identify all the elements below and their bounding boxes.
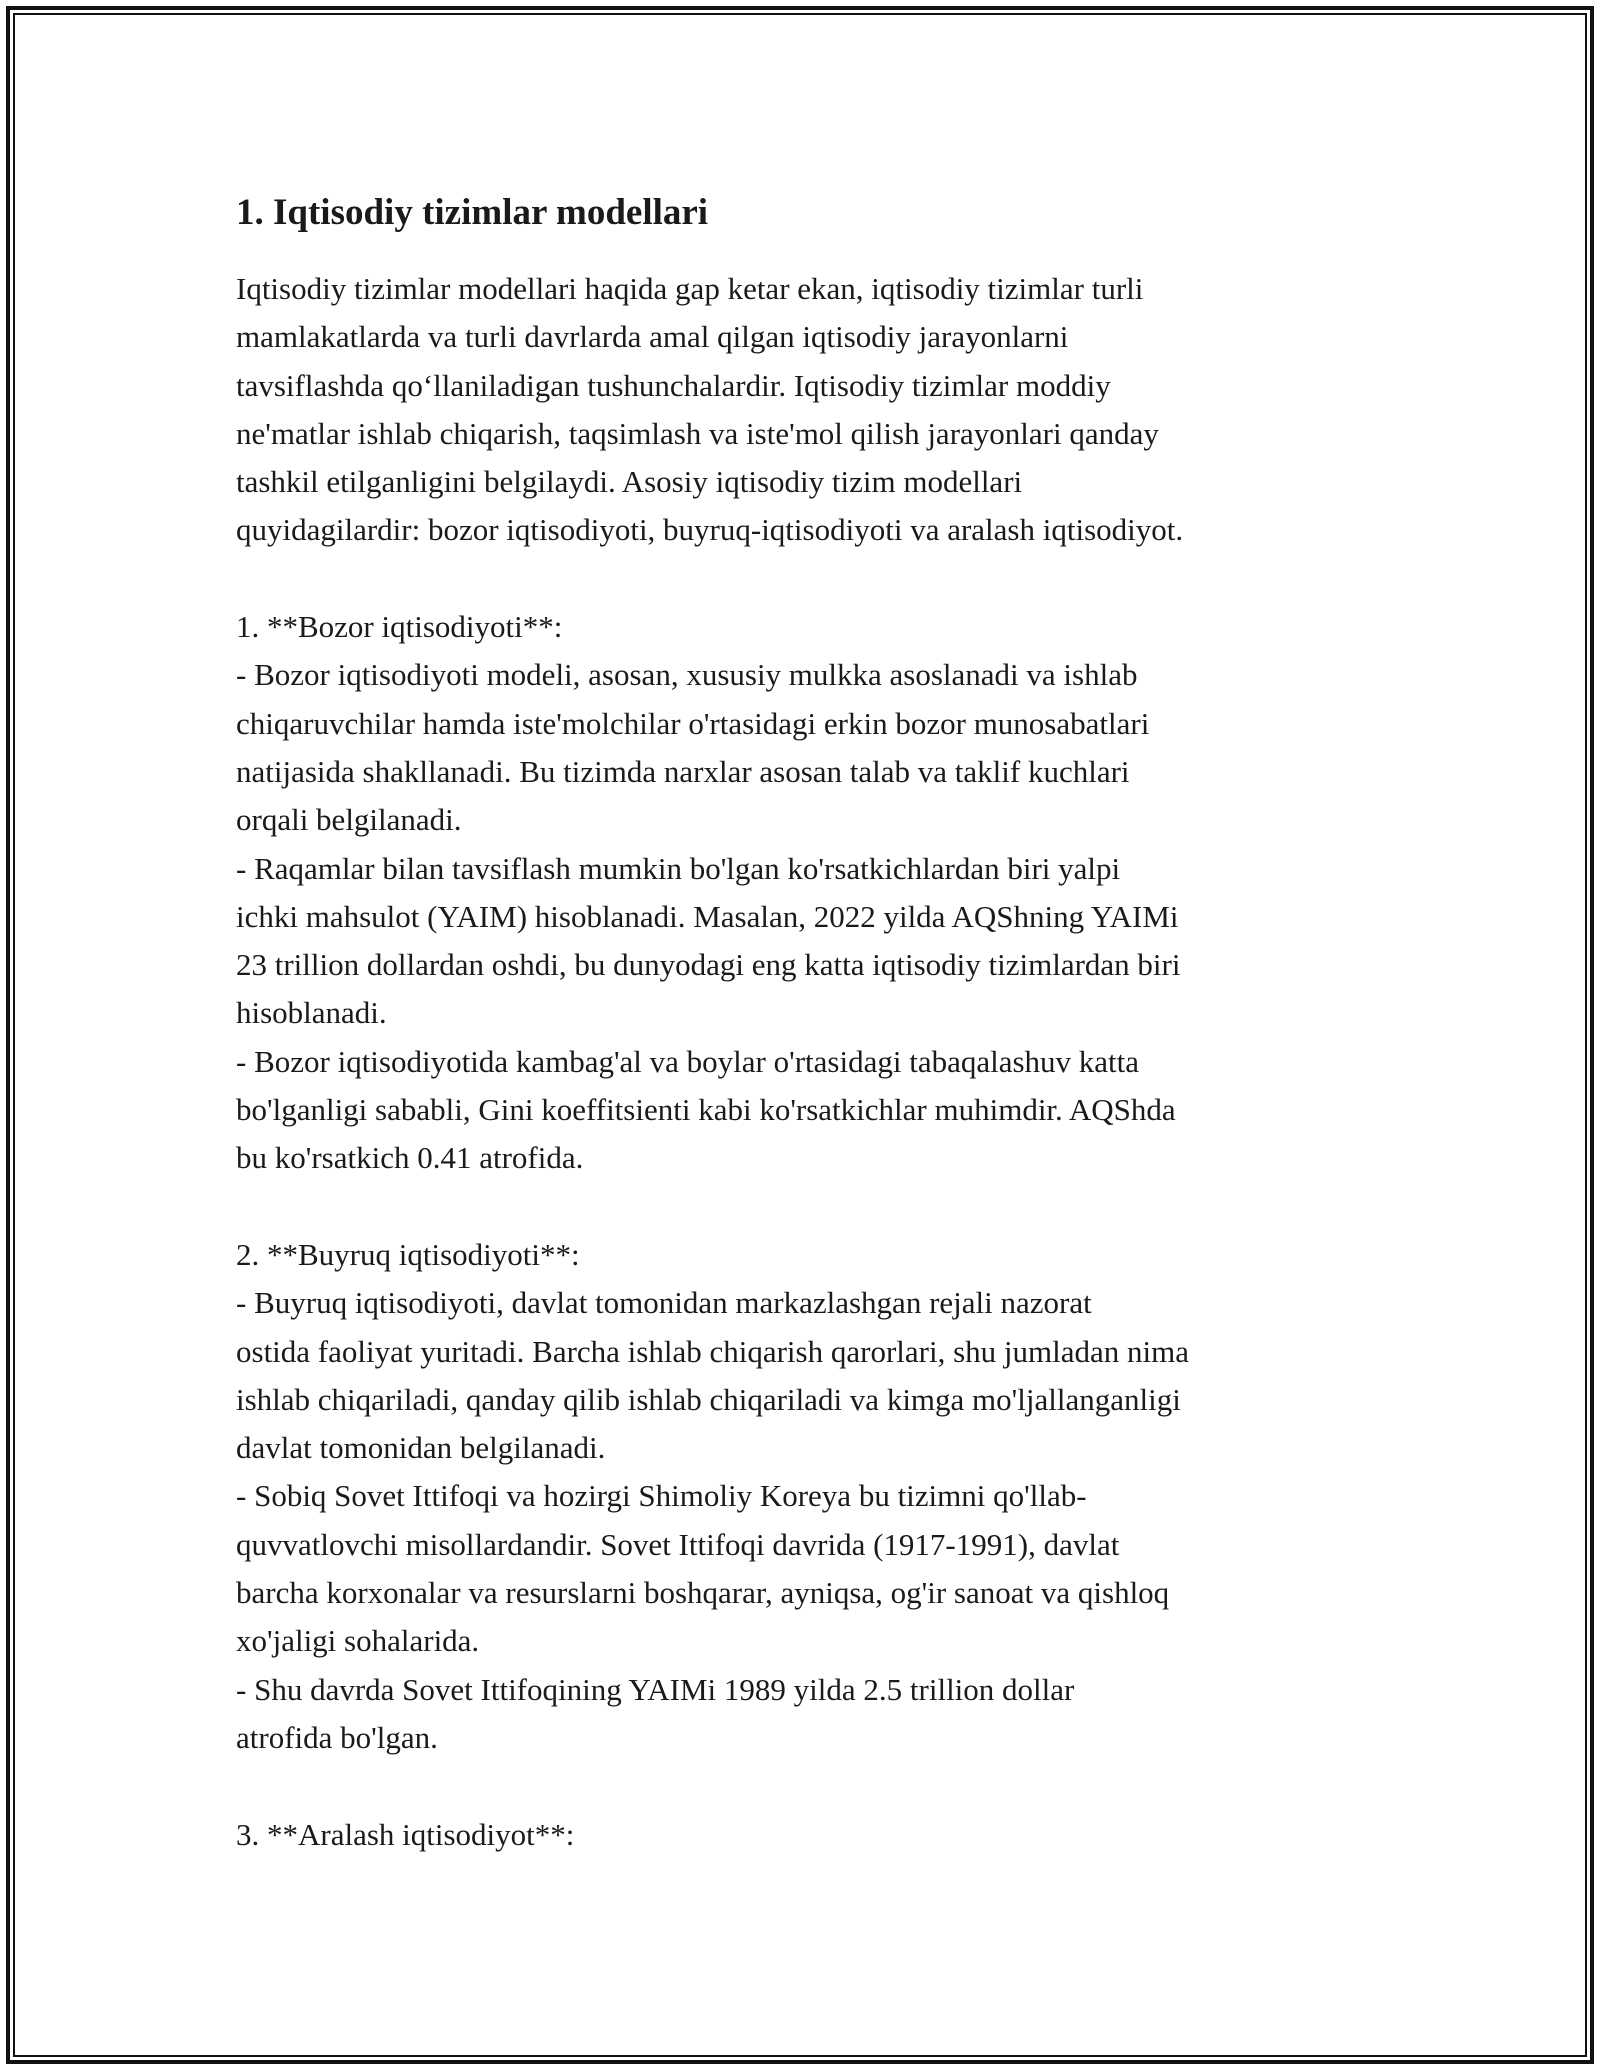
- bullet-item: - Raqamlar bilan tavsiflash mumkin bo'lgan ko'rsatkichlardan biri yalpi ichki mahsulot (YAIM) hisoblanadi. Masalan, 2022 yilda AQShning YAIMi 23 trillion dollardan oshdi, bu dunyodagi eng katta iqtisodiy tizimlardan biri hisoblanadi.: [236, 850, 1181, 1031]
- document-body: [236, 185, 1386, 1907]
- bullet-item: - Buyruq iqtisodiyoti, davlat tomonidan markazlashgan rejali nazorat ostida faoliyat yuritadi. Barcha ishlab chiqarish qarorlari, shu jumladan nima ishlab chiqariladi, qanday qilib ishlab chiqariladi va kimga mo'ljallanganligi davlat tomonidan belgilanadi.: [236, 1285, 1189, 1466]
- section-market-economy: [236, 603, 1386, 1183]
- document-title: 1. Iqtisodiy tizimlar modellari: [236, 192, 709, 233]
- section-heading: 2. **Buyruq iqtisodiyoti**:: [236, 1236, 580, 1272]
- intro-paragraph: Iqtisodiy tizimlar modellari haqida gap ketar ekan, iqtisodiy tizimlar turli mamlakatlarda va turli davrlarda amal qilgan iqtisodiy jarayonlarni tavsiflashda qoʻllaniladigan tushunchalardir. Iqtisodiy tizimlar moddiy ne'matlar ishlab chiqarish, taqsimlash va iste'mol qilish jarayonlari qanday tashkil etilganligini belgilaydi. Asosiy iqtisodiy tizim modellari quyidagilardir: bozor iqtisodiyoti, buyruq-iqtisodiyoti va aralash iqtisodiyot.: [236, 271, 1184, 548]
- section-heading: 1. **Bozor iqtisodiyoti**:: [236, 609, 563, 645]
- section-command-economy: [236, 1231, 1386, 1762]
- section-heading: 3. **Aralash iqtisodiyot**:: [236, 1816, 575, 1852]
- bullet-item: - Shu davrda Sovet Ittifoqining YAIMi 1989 yilda 2.5 trillion dollar atrofida bo'lgan.: [236, 1671, 1075, 1755]
- section-mixed-economy: [236, 1811, 1386, 1859]
- bullet-item: - Sobiq Sovet Ittifoqi va hozirgi Shimoliy Koreya bu tizimni qo'llab- quvvatlovchi misollardandir. Sovet Ittifoqi davrida (1917-1991), davlat barcha korxonalar va resurslarni boshqarar, ayniqsa, og'ir sanoat va qishloq xo'jaligi sohalarida.: [236, 1478, 1170, 1659]
- bullet-item: - Bozor iqtisodiyotida kambag'al va boylar o'rtasidagi tabaqalashuv katta bo'lganligi sababli, Gini koeffitsienti kabi ko'rsatkichlar muhimdir. AQShda bu ko'rsatkich 0.41 atrofida.: [236, 1043, 1176, 1176]
- bullet-item: - Bozor iqtisodiyoti modeli, asosan, xususiy mulkka asoslanadi va ishlab chiqaruvchilar hamda iste'molchilar o'rtasidagi erkin bozor munosabatlari natijasida shakllanadi. Bu tizimda narxlar asosan talab va taklif kuchlari orqali belgilanadi.: [236, 657, 1150, 838]
